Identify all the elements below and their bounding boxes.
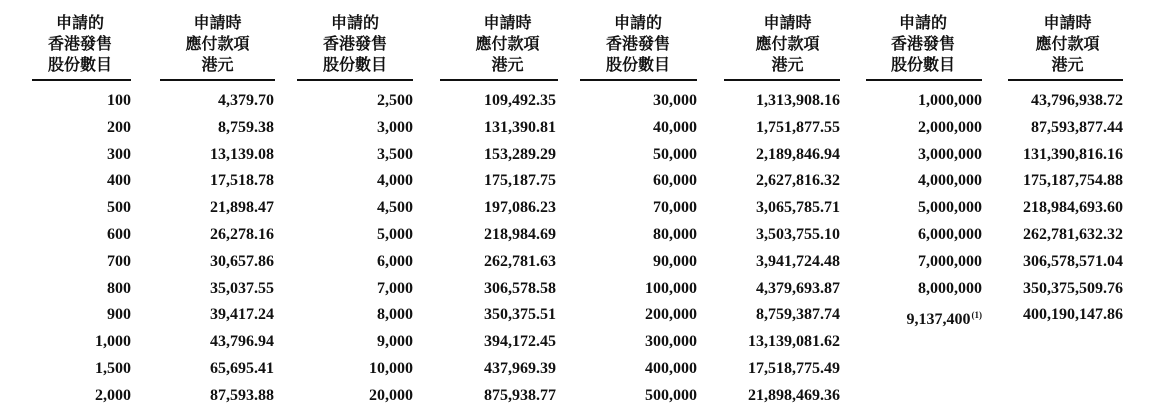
amount-cell: 87,593,877.44	[1031, 118, 1123, 136]
shares-cell: 5,000,000	[918, 199, 982, 217]
amount-column-group-2	[440, 88, 556, 410]
header-shares-group-2	[320, 13, 390, 76]
shares-cell: 900	[107, 306, 131, 324]
amount-cell: 400,190,147.86	[1023, 306, 1123, 324]
shares-cell: 600	[107, 225, 131, 243]
amount-cell: 35,037.55	[210, 279, 274, 297]
header-amount-line-2: 應付款項	[755, 36, 820, 53]
footnote-marker: (1)	[971, 310, 982, 321]
header-shares-line-2: 香港發售	[890, 36, 955, 53]
header-shares-group-3	[603, 13, 673, 76]
shares-cell: 3,000	[377, 118, 413, 136]
header-shares-group-4	[888, 13, 958, 76]
header-amount-line-2: 應付款項	[475, 36, 540, 53]
shares-cell: 2,000	[95, 386, 131, 404]
header-shares-line-1: 申請的	[55, 15, 104, 32]
shares-cell: 1,000	[95, 333, 131, 351]
shares-cell: 300	[107, 145, 131, 163]
amount-cell: 109,492.35	[484, 92, 556, 109]
amount-cell: 26,278.16	[210, 225, 274, 243]
amount-cell: 350,375,509.76	[1023, 279, 1123, 297]
header-amount-group-4	[1020, 13, 1115, 76]
amount-cell: 43,796.94	[210, 333, 274, 351]
amount-cell: 43,796,938.72	[1031, 92, 1123, 109]
amount-column-group-1	[160, 88, 274, 410]
header-amount-group-2	[460, 13, 555, 76]
amount-column-group-3	[720, 88, 840, 410]
header-amount-line-2: 應付款項	[185, 36, 250, 53]
amount-cell: 21,898.47	[210, 199, 274, 217]
amount-cell: 153,289.29	[484, 145, 556, 163]
header-amount-group-1	[170, 13, 265, 76]
amount-cell: 394,172.45	[484, 333, 556, 351]
header-amount-line-2: 應付款項	[1035, 36, 1100, 53]
shares-cell: 3,000,000	[918, 145, 982, 163]
amount-cell: 13,139.08	[210, 145, 274, 163]
amount-cell: 17,518,775.49	[748, 359, 840, 377]
amount-cell: 218,984,693.60	[1023, 199, 1123, 217]
shares-column-group-2	[300, 88, 413, 410]
shares-cell: 2,000,000	[918, 118, 982, 136]
shares-column-group-4	[866, 88, 982, 329]
amount-cell: 3,941,724.48	[756, 252, 840, 270]
shares-cell: 700	[107, 252, 131, 270]
amount-cell: 1,313,908.16	[756, 92, 840, 109]
amount-cell: 437,969.39	[484, 359, 556, 377]
header-shares-group-1	[45, 13, 115, 76]
amount-cell: 65,695.41	[210, 359, 274, 377]
header-amount-line-1: 申請時	[193, 15, 242, 32]
amount-cell: 262,781.63	[484, 252, 556, 270]
shares-cell: 6,000	[377, 252, 413, 270]
amount-cell: 3,065,785.71	[756, 199, 840, 217]
shares-cell: 200	[107, 118, 131, 136]
shares-column-group-3	[580, 88, 697, 410]
amount-cell: 21,898,469.36	[748, 386, 840, 404]
shares-cell: 60,000	[653, 172, 697, 190]
amount-cell: 39,417.24	[210, 306, 274, 324]
shares-cell: 300,000	[645, 333, 697, 351]
shares-column-group-1	[40, 88, 131, 410]
amount-cell: 30,657.86	[210, 252, 274, 270]
amount-cell: 306,578,571.04	[1023, 252, 1123, 270]
amount-cell: 131,390,816.16	[1023, 145, 1123, 163]
shares-cell: 1,000,000	[918, 92, 982, 109]
header-amount-line-3: 港元	[771, 57, 804, 74]
shares-cell: 500,000	[645, 386, 697, 404]
amount-cell: 4,379,693.87	[756, 279, 840, 297]
header-shares-line-1: 申請的	[898, 15, 947, 32]
shares-cell: 7,000,000	[918, 252, 982, 270]
header-amount-line-3: 港元	[491, 57, 524, 74]
amount-cell: 4,379.70	[218, 92, 274, 109]
shares-cell: 4,500	[377, 199, 413, 217]
amount-cell: 17,518.78	[210, 172, 274, 190]
shares-cell: 8,000	[377, 306, 413, 324]
shares-cell: 200,000	[645, 306, 697, 324]
header-shares-line-2: 香港發售	[47, 36, 112, 53]
header-shares-line-3: 股份數目	[47, 57, 112, 74]
amount-cell: 1,751,877.55	[756, 118, 840, 136]
shares-cell: 80,000	[653, 225, 697, 243]
amount-cell: 262,781,632.32	[1023, 225, 1123, 243]
shares-cell: 100	[107, 92, 131, 109]
amount-cell: 218,984.69	[484, 225, 556, 243]
shares-cell: 50,000	[653, 145, 697, 163]
shares-cell: 70,000	[653, 199, 697, 217]
shares-cell: 1,500	[95, 359, 131, 377]
header-amount-line-3: 港元	[201, 57, 234, 74]
shares-cell: 800	[107, 279, 131, 297]
amount-cell: 13,139,081.62	[748, 333, 840, 351]
header-amount-group-3	[740, 13, 835, 76]
amount-cell: 350,375.51	[484, 306, 556, 324]
shares-cell-footnoted	[866, 302, 982, 329]
header-amount-line-3: 港元	[1051, 57, 1084, 74]
shares-cell: 400	[107, 172, 131, 190]
header-shares-line-1: 申請的	[330, 15, 379, 32]
header-rule-amount-group-4	[1008, 79, 1123, 81]
shares-cell: 100,000	[645, 279, 697, 297]
amount-column-group-4	[1000, 88, 1123, 329]
shares-cell: 8,000,000	[918, 279, 982, 297]
header-rule-shares-group-4	[866, 79, 982, 81]
header-rule-amount-group-1	[160, 79, 275, 81]
header-rule-shares-group-2	[297, 79, 413, 81]
header-rule-amount-group-3	[724, 79, 840, 81]
amount-cell: 2,189,846.94	[756, 145, 840, 163]
header-shares-line-3: 股份數目	[322, 57, 387, 74]
amount-cell: 306,578.58	[484, 279, 556, 297]
header-amount-line-1: 申請時	[483, 15, 532, 32]
shares-cell: 4,000	[377, 172, 413, 190]
shares-cell: 500	[107, 199, 131, 217]
shares-value: 9,137,400	[906, 311, 971, 329]
amount-cell: 8,759.38	[218, 118, 274, 136]
header-shares-line-2: 香港發售	[322, 36, 387, 53]
shares-cell: 40,000	[653, 118, 697, 136]
header-shares-line-1: 申請的	[613, 15, 662, 32]
amount-cell: 2,627,816.32	[756, 172, 840, 190]
shares-cell: 10,000	[369, 359, 413, 377]
shares-cell: 2,500	[377, 92, 413, 109]
amount-cell: 175,187,754.88	[1023, 172, 1123, 190]
shares-cell: 3,500	[377, 145, 413, 163]
shares-cell: 7,000	[377, 279, 413, 297]
shares-cell: 6,000,000	[918, 225, 982, 243]
shares-cell: 20,000	[369, 386, 413, 404]
shares-cell: 4,000,000	[918, 172, 982, 190]
amount-cell: 131,390.81	[484, 118, 556, 136]
amount-cell: 197,086.23	[484, 199, 556, 217]
header-amount-line-1: 申請時	[1043, 15, 1092, 32]
header-shares-line-3: 股份數目	[605, 57, 670, 74]
shares-cell: 30,000	[653, 92, 697, 109]
amount-cell: 8,759,387.74	[756, 306, 840, 324]
amount-cell: 3,503,755.10	[756, 225, 840, 243]
header-shares-line-3: 股份數目	[890, 57, 955, 74]
shares-cell: 5,000	[377, 225, 413, 243]
amount-cell: 175,187.75	[484, 172, 556, 190]
shares-cell: 400,000	[645, 359, 697, 377]
shares-cell: 9,000	[377, 333, 413, 351]
header-rule-shares-group-3	[580, 79, 697, 81]
header-shares-line-2: 香港發售	[605, 36, 670, 53]
amount-cell: 875,938.77	[484, 386, 556, 404]
header-amount-line-1: 申請時	[763, 15, 812, 32]
header-rule-amount-group-2	[440, 79, 558, 81]
amount-cell: 87,593.88	[210, 386, 274, 404]
shares-cell: 90,000	[653, 252, 697, 270]
header-rule-shares-group-1	[32, 79, 131, 81]
